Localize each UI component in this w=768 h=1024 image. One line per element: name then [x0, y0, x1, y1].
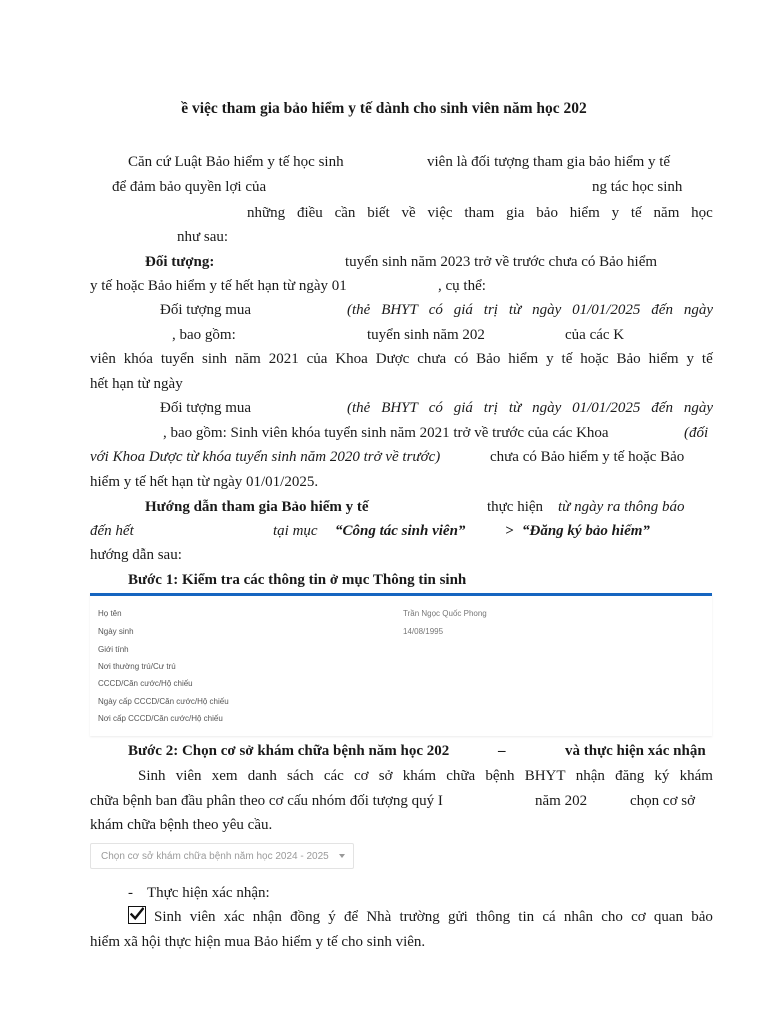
p1-line2b: ng tác học sinh: [592, 179, 683, 195]
word: năm: [234, 351, 261, 367]
huong-dan-line2a: đến hết: [90, 523, 134, 539]
word: nhận: [252, 909, 282, 925]
word: về: [401, 205, 416, 221]
word: để: [343, 909, 359, 925]
word: bảo: [536, 205, 558, 221]
word: ngày: [532, 400, 562, 416]
info-row-ho-ten: Họ tên: [98, 609, 122, 618]
word: giá: [453, 302, 473, 318]
p1-line2a: để đảm bảo quyền lợi của: [112, 179, 267, 195]
buoc2-para-line2c: chọn cơ sở: [630, 793, 696, 809]
word: nhân: [563, 909, 594, 925]
confirm-checkbox[interactable]: [128, 906, 146, 924]
info-row-gioi-tinh: Giới tính: [98, 645, 129, 654]
word: năm: [653, 205, 680, 221]
check-icon: [130, 907, 144, 921]
dt1-line4: hết hạn từ ngày: [90, 376, 183, 392]
buoc2-para-line2b: năm 202: [535, 793, 588, 809]
word: giá: [453, 400, 473, 416]
doi-tuong-line1: tuyển sinh năm 2023 trở về trước chưa có Bảo hiểm: [345, 254, 658, 270]
word: quan: [653, 909, 684, 925]
word: khám: [402, 768, 437, 784]
word: ý: [328, 909, 336, 925]
dt1-line2a: , bao gồm:: [172, 327, 236, 343]
word: gia: [506, 205, 525, 221]
word: BHYT: [524, 768, 566, 784]
dt1-line3: [90, 350, 713, 368]
word: từ: [508, 400, 522, 416]
dt2-line1a: Đối tượng mua: [160, 400, 252, 416]
dt2-line3a: với Khoa Dược từ khóa tuyển sinh năm 2020 trở về trước): [90, 449, 441, 465]
word: 01/01/2025: [572, 400, 641, 416]
word: Dược: [375, 351, 410, 367]
word: Bảo: [476, 351, 501, 367]
word: gửi: [447, 909, 468, 925]
doi-tuong-line2a: y tế hoặc Bảo hiểm y tế hết hạn từ ngày 01: [90, 278, 347, 294]
word: khám: [679, 768, 713, 784]
student-info-panel: [90, 593, 712, 736]
word: sách: [287, 768, 314, 784]
word: tế: [561, 351, 573, 367]
word: sinh: [202, 351, 228, 367]
word: ngày: [532, 302, 562, 318]
huong-dan-line2c: “Công tác sinh viên”: [335, 523, 466, 539]
huong-dan-line3: hướng dẫn sau:: [90, 547, 182, 563]
dt1-line2c: của các K: [565, 327, 625, 343]
facility-select[interactable]: [90, 843, 354, 869]
document-title: ề việc tham gia bảo hiểm y tế dành cho sinh viên năm học 202: [181, 100, 587, 117]
word: 2021: [268, 351, 299, 367]
buoc2-heading-a: Bước 2: Chọn cơ sở khám chữa bệnh năm học 202: [128, 743, 450, 759]
word: Sinh: [138, 768, 166, 784]
word: viên: [189, 909, 216, 925]
word: (thẻ: [347, 400, 371, 416]
word: có: [428, 400, 443, 416]
p1-line1b: viên là đối tượng tham gia bảo hiểm y tế: [427, 154, 671, 170]
word: đồng: [290, 909, 321, 925]
dt2-line3b: chưa có Bảo hiểm y tế hoặc Bảo: [490, 449, 685, 465]
p1-line3: [247, 204, 713, 222]
word: biết: [367, 205, 390, 221]
doi-tuong-line2b: , cụ thể:: [438, 278, 486, 294]
word: (thẻ: [347, 302, 371, 318]
buoc2-para-line1: [138, 767, 713, 785]
word: khóa: [123, 351, 153, 367]
word: thông: [475, 909, 511, 925]
word: điều: [296, 205, 323, 221]
word: viên: [175, 768, 202, 784]
word: đến: [651, 400, 673, 416]
word: viên: [90, 351, 116, 367]
confirm-bullet: -: [128, 885, 133, 901]
word: các: [323, 768, 344, 784]
dt2-line1b: [347, 399, 713, 417]
word: hiểm: [569, 205, 600, 221]
buoc2-heading-c: và thực hiện xác nhận: [565, 743, 706, 759]
word: cho: [601, 909, 623, 925]
huong-dan-label: Hướng dẫn tham gia Bảo hiểm y tế: [145, 499, 369, 515]
word: bảo: [691, 909, 713, 925]
p1-line4: như sau:: [177, 229, 229, 245]
word: Nhà: [366, 909, 392, 925]
word: ký: [654, 768, 670, 784]
confirm-label: Thực hiện xác nhận:: [147, 885, 270, 901]
word: trường: [399, 909, 440, 925]
dt1-line2b: tuyển sinh năm 202: [367, 327, 485, 343]
word: bệnh: [485, 768, 515, 784]
word: có: [454, 351, 469, 367]
p1-line1a: Căn cứ Luật Bảo hiểm y tế học sinh: [128, 154, 344, 170]
info-row-ngay-cap: Ngày cấp CCCD/Căn cước/Hộ chiếu: [98, 697, 229, 706]
huong-dan-line1c: từ ngày ra thông báo: [558, 499, 685, 515]
word: y: [611, 205, 620, 221]
word: từ: [508, 302, 522, 318]
word: tham: [464, 205, 495, 221]
dt2-line2a: , bao gồm: Sinh viên khóa tuyển sinh năm 2021 trở về trước của các Khoa: [163, 425, 609, 441]
facility-select-placeholder: Chọn cơ sở khám chữa bệnh năm học 2024 - 2025: [101, 851, 329, 862]
word: học: [691, 205, 713, 221]
word: cơ: [631, 909, 646, 925]
info-row-noi-thuong-tru: Nơi thường trú/Cư trú: [98, 662, 176, 671]
word: danh: [247, 768, 277, 784]
huong-dan-line2e: “Đăng ký bảo hiểm”: [522, 523, 650, 539]
info-row-cccd: CCCD/Căn cước/Hộ chiếu: [98, 679, 193, 688]
word: việc: [427, 205, 453, 221]
buoc1-heading: Bước 1: Kiểm tra các thông tin ở mục Thông tin sinh: [128, 572, 467, 588]
huong-dan-line2d: >: [505, 523, 514, 539]
confirm-text-line2: hiểm xã hội thực hiện mua Bảo hiểm y tế cho sinh viên.: [90, 934, 426, 950]
word: hoặc: [580, 351, 609, 367]
word: Bảo: [616, 351, 641, 367]
info-row-noi-cap: Nơi cấp CCCD/Căn cước/Hộ chiếu: [98, 714, 223, 723]
word: tin: [518, 909, 535, 925]
caret-down-icon: [339, 854, 345, 858]
word: trị: [483, 302, 498, 318]
word: y: [686, 351, 694, 367]
word: cần: [334, 205, 356, 221]
word: Khoa: [335, 351, 368, 367]
word: y: [546, 351, 554, 367]
word: đăng: [615, 768, 645, 784]
word: cơ: [354, 768, 369, 784]
word: nhận: [575, 768, 605, 784]
word: Sinh: [154, 909, 182, 925]
word: có: [428, 302, 443, 318]
word: sở: [378, 768, 393, 784]
buoc2-heading-dash: –: [498, 743, 506, 759]
word: tuyển: [160, 351, 195, 367]
buoc2-para-line2a: chữa bệnh ban đầu phân theo cơ cấu nhóm đối tượng quý I: [90, 793, 443, 809]
word: xác: [223, 909, 245, 925]
word: tế: [630, 205, 642, 221]
confirm-text-line1: [154, 908, 713, 926]
doi-tuong-label: Đối tượng:: [145, 254, 215, 270]
word: hiểm: [508, 351, 539, 367]
word: đến: [651, 302, 673, 318]
info-value-name: Trần Ngọc Quốc Phong: [403, 609, 487, 618]
word: ngày: [683, 400, 713, 416]
info-row-ngay-sinh: Ngày sinh: [98, 627, 134, 636]
word: xem: [211, 768, 238, 784]
word: BHYT: [381, 400, 418, 416]
word: hiểm: [648, 351, 679, 367]
dt2-line2b: (đối: [684, 425, 709, 441]
info-value-dob: 14/08/1995: [403, 627, 444, 636]
word: chữa: [446, 768, 476, 784]
word: những: [247, 205, 286, 221]
word: chưa: [417, 351, 447, 367]
buoc2-para-line3: khám chữa bệnh theo yêu cầu.: [90, 817, 273, 833]
word: cá: [542, 909, 556, 925]
word: trị: [483, 400, 498, 416]
word: của: [306, 351, 328, 367]
word: ngày: [683, 302, 713, 318]
dt1-line1b: [347, 301, 713, 319]
dt2-line4: hiểm y tế hết hạn từ ngày 01/01/2025.: [90, 474, 319, 490]
word: tế: [701, 351, 713, 367]
word: BHYT: [381, 302, 418, 318]
word: 01/01/2025: [572, 302, 641, 318]
huong-dan-line1b: thực hiện: [487, 499, 544, 515]
dt1-line1a: Đối tượng mua: [160, 302, 252, 318]
huong-dan-line2b: tại mục: [273, 523, 318, 539]
